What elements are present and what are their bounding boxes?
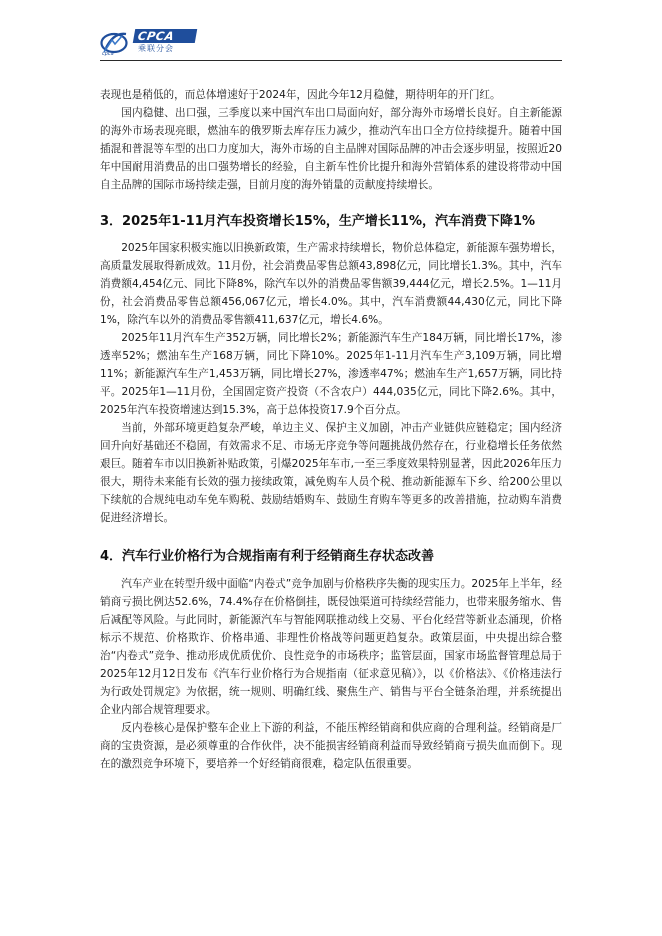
svg-text:cpca: cpca xyxy=(102,51,114,56)
logo-wordmark: CPCA xyxy=(133,29,197,43)
paragraph-dealers: 反内卷核心是保护整车企业上下游的利益，不能压榨经销商和供应商的合理利益。经销商是厂商的宝贵资源，是必须尊重的合作伙伴，决不能损害经销商利益而导致经销商亏损失血而倒下。现在的激烈竞争环境下，要培养一个好经销商很难，稳定队伍很重要。 xyxy=(100,722,562,770)
header-divider xyxy=(100,60,562,61)
paragraph-continuation: 表现也是稍低的，而总体增速好于2024年，因此今年12月稳健，期待明年的开门红。 xyxy=(100,89,501,101)
page-header xyxy=(100,26,562,60)
paragraph-export: 国内稳健、出口强，三季度以来中国汽车出口局面向好，部分海外市场增长良好。自主新能源的海外市场表现亮眼，燃油车的俄罗斯去库存压力减少，推动汽车出口全方位持续提升。随着中国插混和普混等车型的出口力度加大，海外市场的自主品牌对国际品牌的冲击会逐步明显，按照近20年中国耐用消费品的出口强势增长的经验，自主新车性价比提升和海外营销体系的建设将带动中国自主品牌的国际市场持续走强，目前月度的海外销量的贡献度持续增长。 xyxy=(100,107,562,191)
logo-subtitle: 乘联分会 xyxy=(138,44,174,53)
paragraph-outlook: 当前，外部环境更趋复杂严峻，单边主义、保护主义加剧，冲击产业链供应链稳定；国内经济回升向好基础还不稳固，有效需求不足、市场无序竞争等问题挑战仍然存在，行业稳增长任务依然艰巨。随着车市以旧换新补贴政策，引爆2025年车市,一至三季度效果特别显著，因此2026年压力很大，期待未来能有长效的强力接续政策，减免购车人员个税、推动新能源车下乡、给200公里以下续航的合规纯电动车免车购税、鼓励结婚购车、鼓励生育购车等更多的改善措施，拉动购车消费促进经济增长。 xyxy=(100,422,562,524)
document-body xyxy=(100,86,562,773)
section-heading-3: 3．2025年1-11月汽车投资增长15%，生产增长11%，汽车消费下降1% xyxy=(100,214,536,229)
cpca-logo-mark-icon xyxy=(100,28,130,56)
cpca-logo xyxy=(100,26,210,56)
section-heading-4: 4．汽车行业价格行为合规指南有利于经销商生存状态改善 xyxy=(100,549,435,564)
paragraph-consumption: 2025年国家积极实施以旧换新政策，生产需求持续增长，物价总体稳定，新能源车强势增长，高质量发展取得新成效。11月份，社会消费品零售总额43,898亿元，同比增长1.3%。其中，汽车消费额4,454亿元、同比下降8%，除汽车以外的消费品零售额39,444亿元，增长2.5%。1—11月份，社会消费品零售总额456,067亿元，增长4.0%。其中，汽车消费额44,430亿元，同比下降1%，除汽车以外的消费品零售额411,637亿元，增长4.6%。 xyxy=(100,242,562,326)
paragraph-production: 2025年11月汽车生产352万辆，同比增长2%；新能源汽车生产184万辆，同比增长17%，渗透率52%；燃油车生产168万辆，同比下降10%。2025年1-11月汽车生产3,109万辆，同比增11%；新能源汽车生产1,453万辆，同比增长27%，渗透率47%；燃油车生产1,657万辆，同比持平。2025年1—11月份，全国固定资产投资（不含农户）444,035亿元，同比下降2.6%。其中，2025年汽车投资增速达到15.3%，高于总体投资17.9个百分点。 xyxy=(100,332,562,416)
paragraph-pricing-guide: 汽车产业在转型升级中面临“内卷式”竞争加剧与价格秩序失衡的现实压力。2025年上半年，经销商亏损比例达52.6%，74.4%存在价格倒挂，既侵蚀渠道可持续经营能力，也带来服务缩水、售后减配等风险。与此同时，新能源汽车与智能网联推动线上交易、平台化经营等新业态涌现，价格标示不规范、价格欺诈、价格串通、非理性价格战等问题更趋复杂。政策层面，中央提出综合整治“内卷式”竞争、推动形成优质优价、良性竞争的市场秩序；监管层面，国家市场监督管理总局于2025年12月12日发布《汽车行业价格行为合规指南（征求意见稿）》，以《价格法》、《价格违法行为行政处罚规定》为依据，统一规则、明确红线、聚焦生产、销售与平台全链条治理，并系统提出企业内部合规管理要求。 xyxy=(100,578,562,716)
